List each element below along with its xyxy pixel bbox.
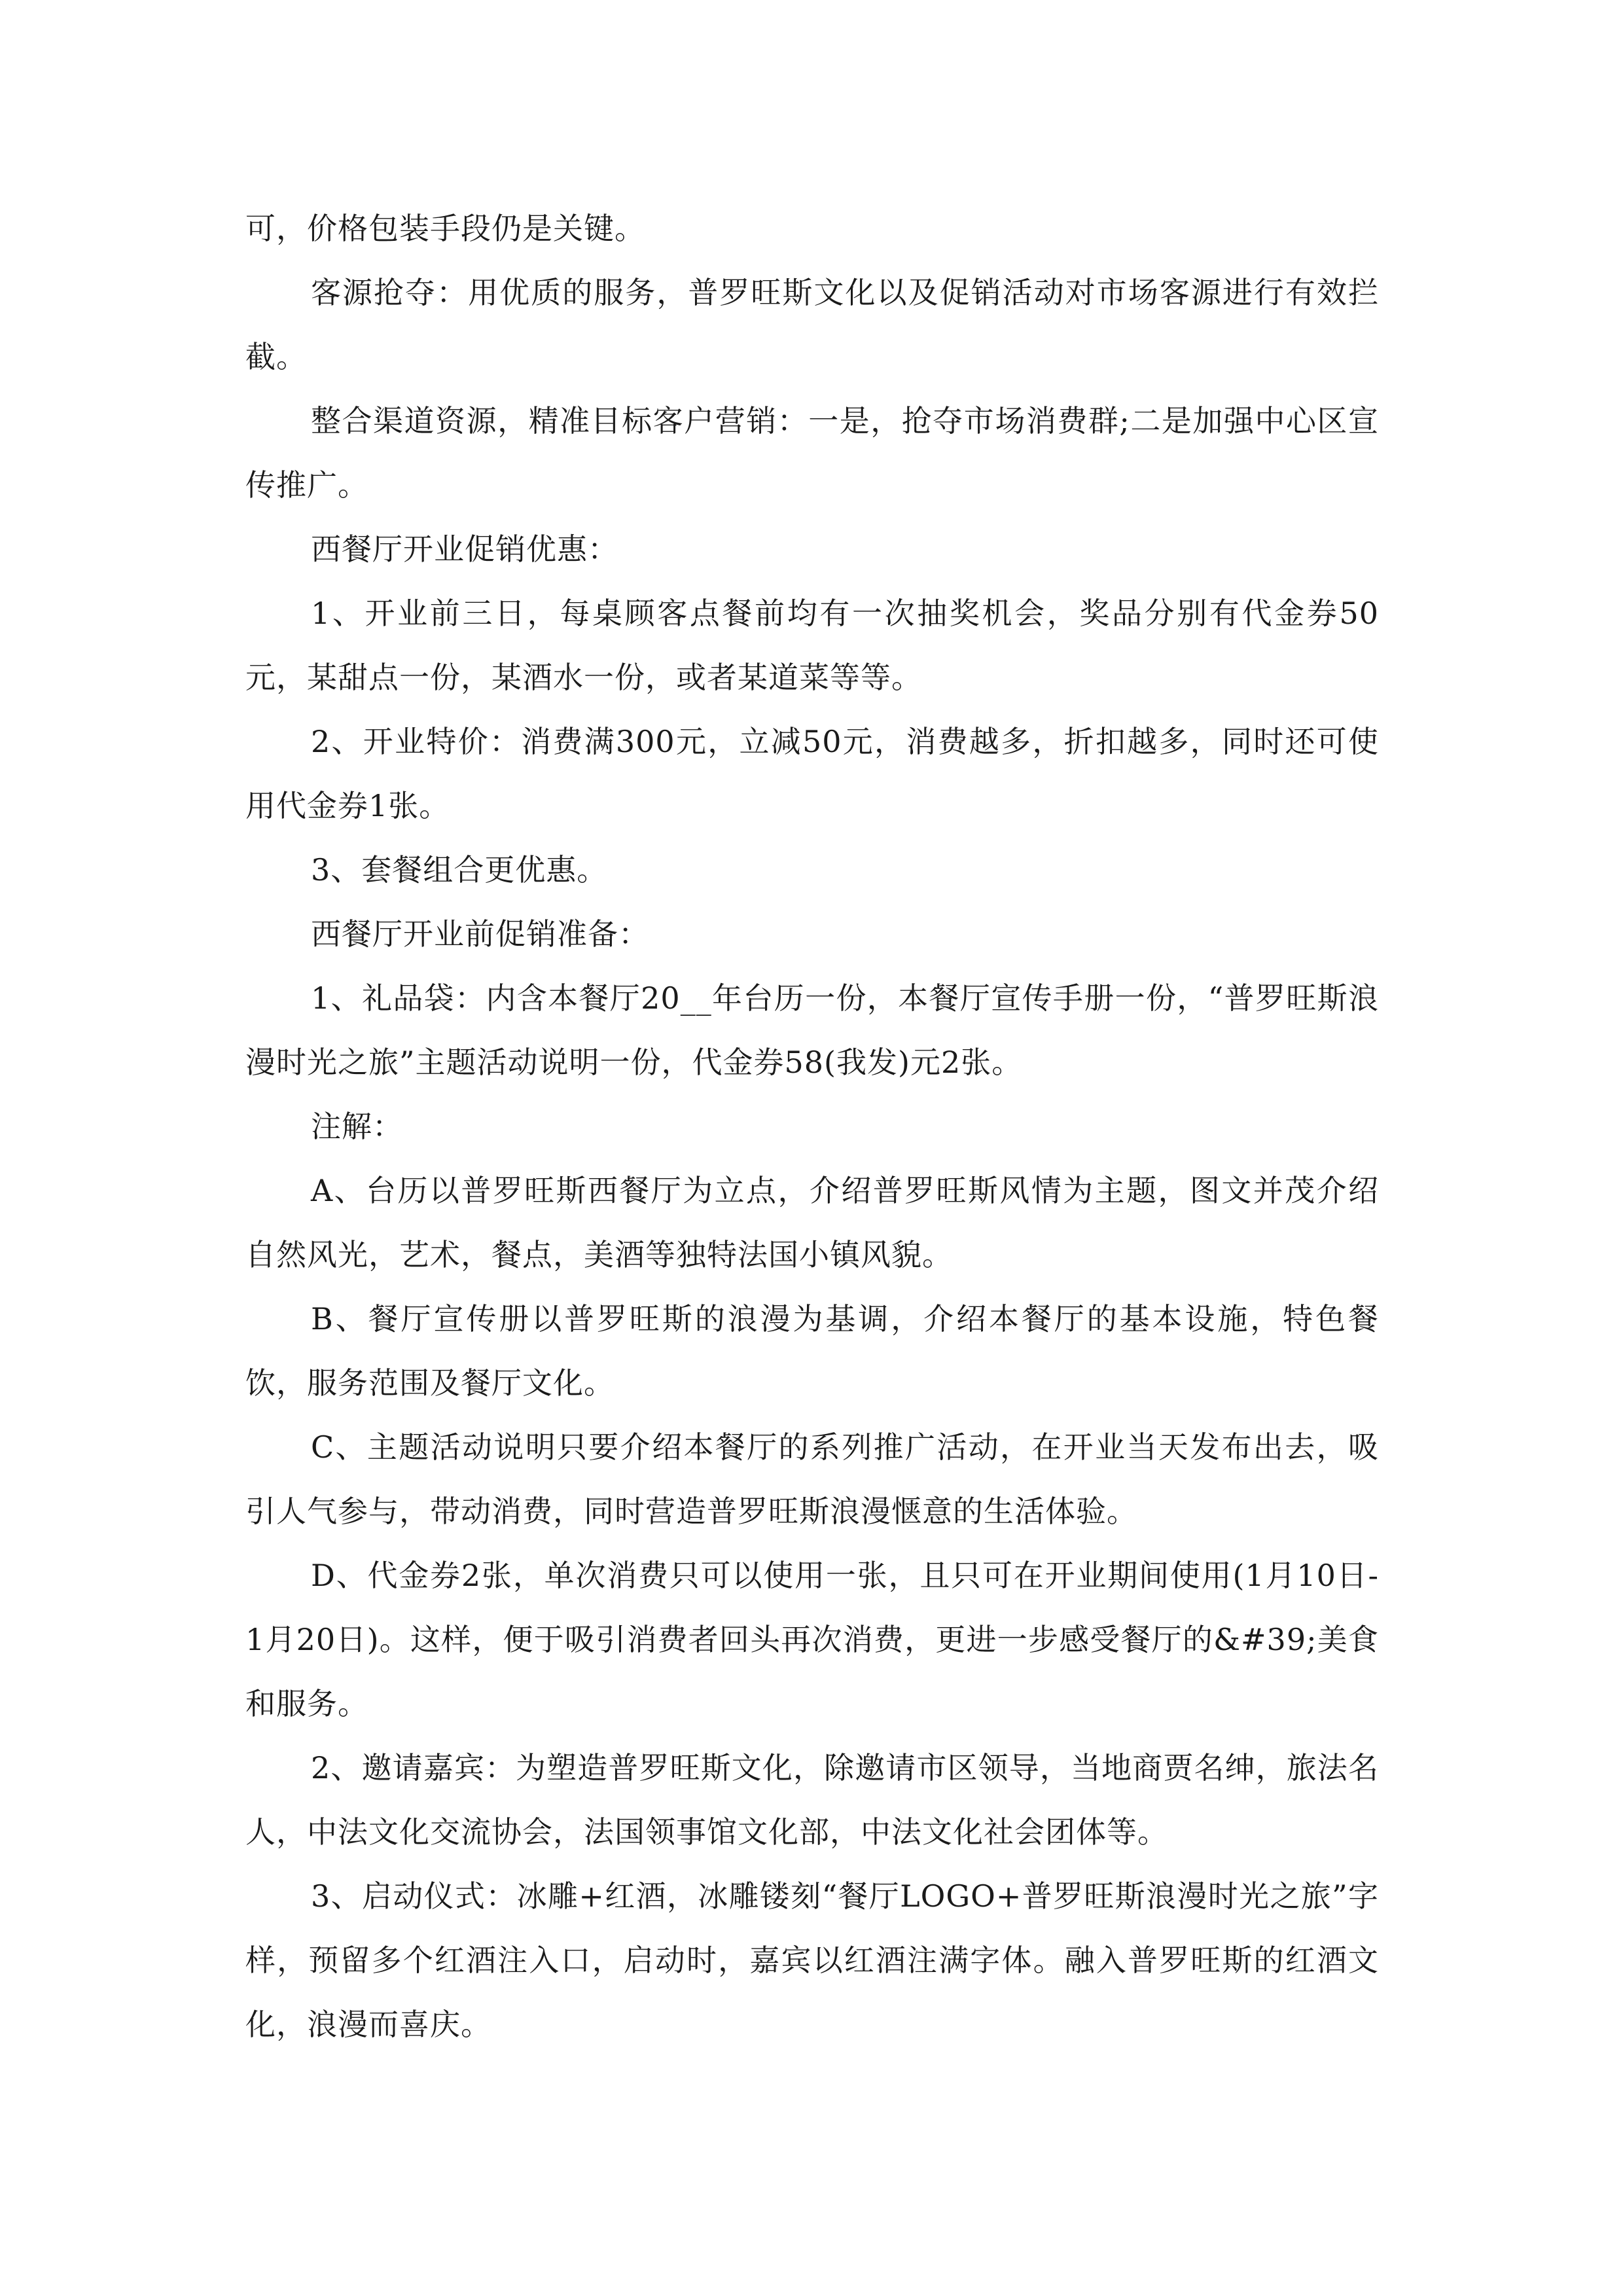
paragraph-channel-integration: 整合渠道资源，精准目标客户营销：一是，抢夺市场消费群;二是加强中心区宣传推广。 [245, 403, 1379, 503]
paragraph-note-b: B、餐厅宣传册以普罗旺斯的浪漫为基调，介绍本餐厅的基本设施，特色餐饮，服务范围及餐厅文化。 [245, 1301, 1379, 1401]
heading-notes: 注解： [311, 1109, 403, 1144]
paragraph-continuation: 可，价格包装手段仍是关键。 [245, 211, 645, 246]
paragraph-promo-item-1: 1、开业前三日，每桌顾客点餐前均有一次抽奖机会，奖品分别有代金券50元，某甜点一份，某酒水一份，或者某道菜等等。 [245, 596, 1379, 695]
paragraph-invite-guests: 2、邀请嘉宾：为塑造普罗旺斯文化，除邀请市区领导，当地商贾名绅，旅法名人，中法文化交流协会，法国领事馆文化部，中法文化社会团体等。 [245, 1750, 1379, 1850]
paragraph-promo-item-2: 2、开业特价：消费满300元，立减50元，消费越多，折扣越多，同时还可使用代金券1张。 [245, 724, 1379, 823]
paragraph-launch-ceremony: 3、启动仪式：冰雕+红酒，冰雕镂刻“餐厅LOGO+普罗旺斯浪漫时光之旅”字样，预留多个红酒注入口，启动时，嘉宾以红酒注满字体。融入普罗旺斯的红酒文化，浪漫而喜庆。 [245, 1878, 1379, 2042]
paragraph-note-d: D、代金券2张，单次消费只可以使用一张，且只可在开业期间使用(1月10日-1月20日)。这样，便于吸引消费者回头再次消费，更进一步感受餐厅的&#39;美食和服务。 [245, 1558, 1379, 1721]
heading-opening-promotions: 西餐厅开业促销优惠： [311, 531, 618, 567]
paragraph-gift-bag: 1、礼品袋：内含本餐厅20__年台历一份，本餐厅宣传手册一份，“普罗旺斯浪漫时光之旅”主题活动说明一份，代金券58(我发)元2张。 [245, 980, 1379, 1080]
paragraph-promo-item-3: 3、套餐组合更优惠。 [311, 852, 608, 888]
document-body [245, 196, 1379, 2056]
paragraph-customer-capture: 客源抢夺：用优质的服务，普罗旺斯文化以及促销活动对市场客源进行有效拦截。 [245, 275, 1379, 374]
heading-pre-opening-preparation: 西餐厅开业前促销准备： [311, 916, 649, 952]
paragraph-note-a: A、台历以普罗旺斯西餐厅为立点，介绍普罗旺斯风情为主题，图文并茂介绍自然风光，艺术，餐点，美酒等独特法国小镇风貌。 [245, 1173, 1379, 1272]
paragraph-note-c: C、主题活动说明只要介绍本餐厅的系列推广活动，在开业当天发布出去，吸引人气参与，带动消费，同时营造普罗旺斯浪漫惬意的生活体验。 [245, 1429, 1379, 1529]
